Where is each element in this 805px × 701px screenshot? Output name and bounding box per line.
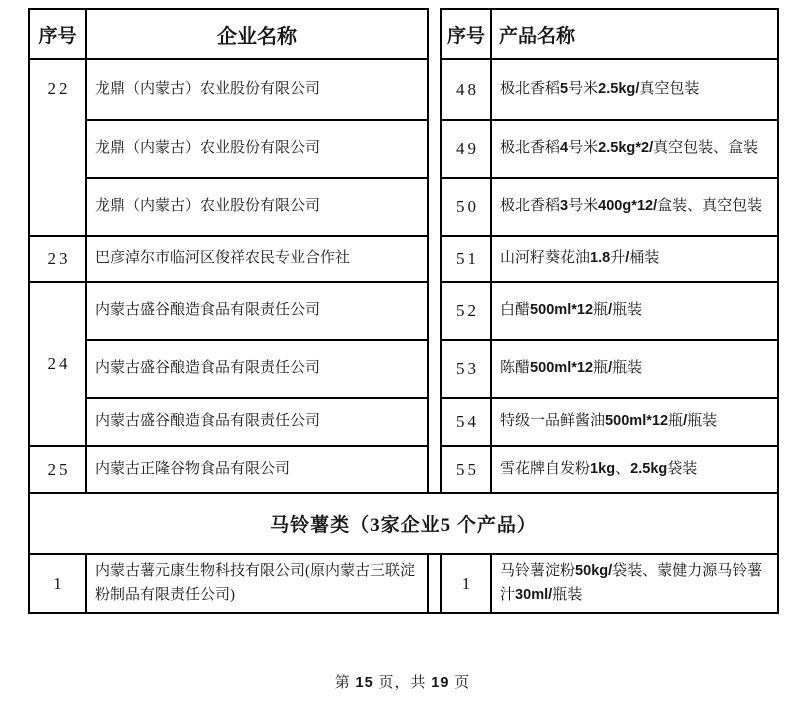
company-cell: 内蒙古盛谷酿造食品有限责任公司: [86, 340, 428, 398]
product-cell: 山河籽葵花油1.8升/桶装: [491, 236, 778, 282]
product-cell: 特级一品鲜酱油500ml*12瓶/瓶装: [491, 398, 778, 446]
product-cell: 陈醋500ml*12瓶/瓶装: [491, 340, 778, 398]
column-gap: [428, 178, 441, 236]
product-cell: 极北香稻5号米2.5kg/真空包装: [491, 59, 778, 120]
column-gap: [428, 282, 441, 340]
product-serial-cell: 1: [441, 554, 491, 613]
section-header: 马铃薯类（3家企业5 个产品）: [29, 493, 778, 554]
product-cell: 马铃薯淀粉50kg/袋装、蒙健力源马铃薯汁30ml/瓶装: [491, 554, 778, 613]
column-gap: [428, 59, 441, 120]
serial-cell: 23: [29, 236, 86, 282]
product-serial-cell: 49: [441, 120, 491, 178]
company-cell: 内蒙古盛谷酿造食品有限责任公司: [86, 282, 428, 340]
table-row: [29, 178, 778, 236]
product-serial-cell: 52: [441, 282, 491, 340]
serial-cell: 1: [29, 554, 86, 613]
company-cell: 巴彦淖尔市临河区俊祥农民专业合作社: [86, 236, 428, 282]
serial-cell: 24: [29, 282, 86, 446]
table-row: [29, 446, 778, 493]
page-number-label: 第 15 页，共 19 页: [334, 675, 471, 691]
company-cell: 内蒙古薯元康生物科技有限公司(原内蒙古三联淀粉制品有限责任公司): [86, 554, 428, 613]
table-row: [29, 282, 778, 340]
product-serial-cell: 55: [441, 446, 491, 493]
table-row: [29, 59, 778, 120]
product-cell: 白醋500ml*12瓶/瓶装: [491, 282, 778, 340]
header-product: 产品名称: [491, 9, 778, 59]
product-serial-cell: 50: [441, 178, 491, 236]
column-gap: [428, 340, 441, 398]
company-cell: 龙鼎（内蒙古）农业股份有限公司: [86, 178, 428, 236]
serial-cell: 25: [29, 446, 86, 493]
table-header-row: [29, 9, 778, 59]
column-gap: [428, 554, 441, 613]
page-footer: [0, 671, 805, 692]
header-company: 企业名称: [86, 9, 428, 59]
column-gap: [428, 236, 441, 282]
table-row: [29, 340, 778, 398]
company-cell: 龙鼎（内蒙古）农业股份有限公司: [86, 120, 428, 178]
product-cell: 极北香稻4号米2.5kg*2/真空包装、盒装: [491, 120, 778, 178]
company-cell: 内蒙古盛谷酿造食品有限责任公司: [86, 398, 428, 446]
products-table: [28, 8, 779, 614]
column-gap: [428, 398, 441, 446]
product-serial-cell: 51: [441, 236, 491, 282]
header-serial-left: 序号: [29, 9, 86, 59]
product-cell: 雪花牌自发粉1kg、2.5kg袋装: [491, 446, 778, 493]
table-row: [29, 120, 778, 178]
column-gap: [428, 446, 441, 493]
serial-cell: 22: [29, 59, 86, 236]
table-row: [29, 398, 778, 446]
product-serial-cell: 53: [441, 340, 491, 398]
column-gap: [428, 120, 441, 178]
product-serial-cell: 48: [441, 59, 491, 120]
product-serial-cell: 54: [441, 398, 491, 446]
section-header-row: [29, 493, 778, 554]
product-cell: 极北香稻3号米400g*12/盒装、真空包装: [491, 178, 778, 236]
table-row: [29, 236, 778, 282]
header-serial-right: 序号: [441, 9, 491, 59]
company-cell: 内蒙古正隆谷物食品有限公司: [86, 446, 428, 493]
table-row: [29, 554, 778, 613]
company-cell: 龙鼎（内蒙古）农业股份有限公司: [86, 59, 428, 120]
column-gap: [428, 9, 441, 59]
